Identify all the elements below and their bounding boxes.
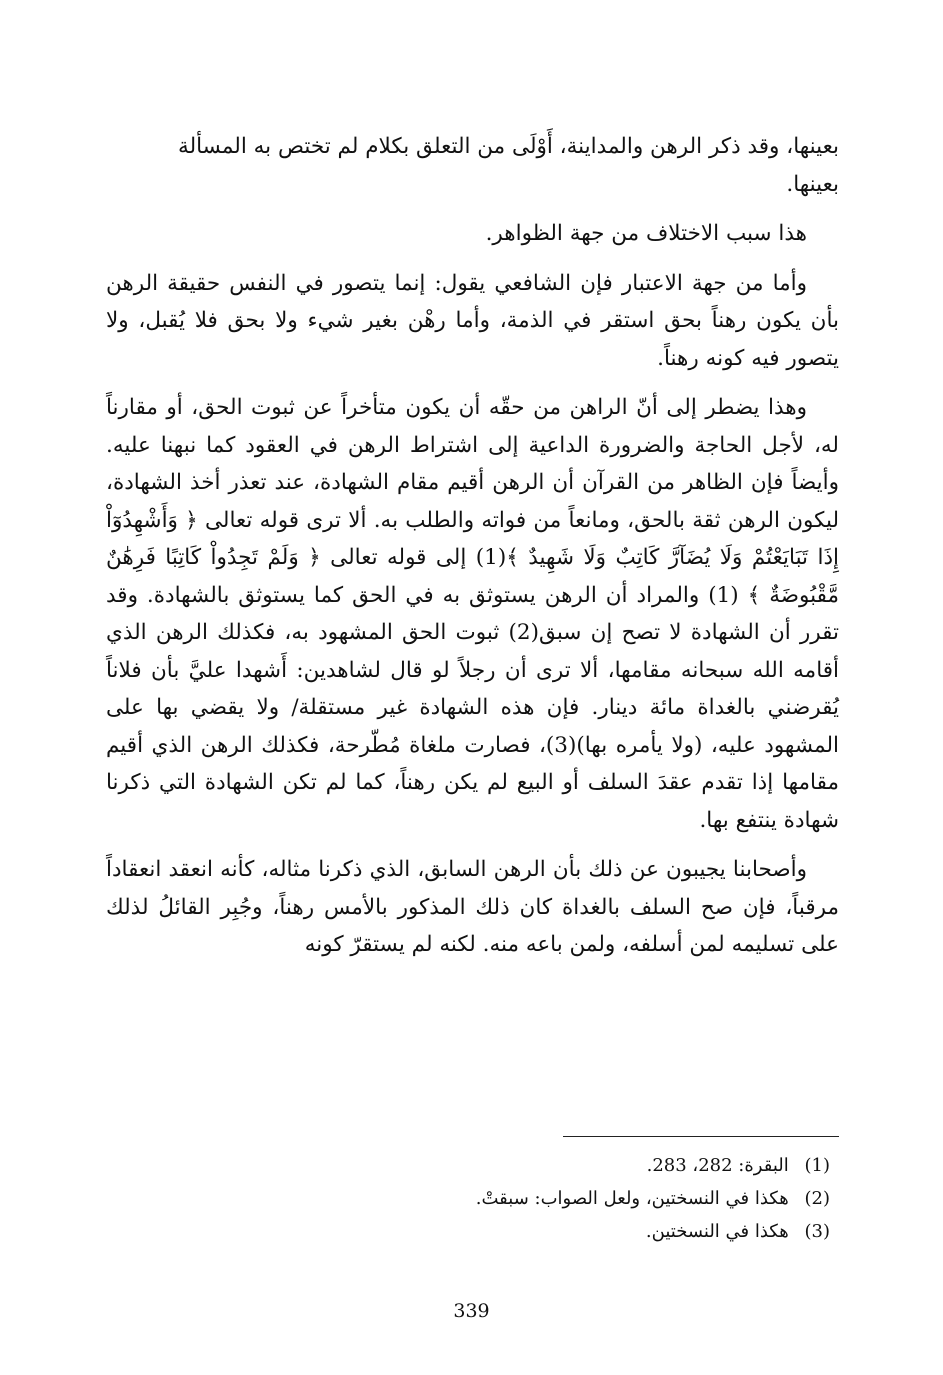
paragraph-5: وأصحابنا يجيبون عن ذلك بأن الرهن السابق، الذي ذكرنا مثاله، كأنه انعقد انعقاداً مرقباً، فإن صح السلف بالغداة كان ذلك المذكور بالأمس رهناً، وجُبِر القائلُ لذلك على تسليمه لمن أسلفه، ولمن باعه منه. لكنه لم يستقرّ كونه	[106, 857, 839, 957]
footnote-divider	[563, 1136, 839, 1137]
footnote-1	[300, 1149, 830, 1182]
footnote-number: (1)	[804, 1155, 830, 1176]
footnote-text: هكذا في النسختين.	[645, 1221, 789, 1242]
footnote-3	[300, 1215, 830, 1248]
paragraph-4: وهذا يضطر إلى أنّ الراهن من حقّه أن يكون متأخراً عن ثبوت الحق، أو مقارناً له، لأجل الحاجة والضرورة الداعية إلى اشتراط الرهن في العقود كما نبهنا عليه. وأيضاً فإن الظاهر من القرآن أن الرهن أقيم مقام الشهادة، عند تعذر أخذ الشهادة، ليكون الرهن ثقة بالحق، ومانعاً من فواته والطلب به. ألا ترى قوله تعالى ﴿ وَأَشْهِدُوٓاْ إِذَا تَبَايَعْتُمْ وَلَا يُضَآرَّ كَاتِبٌ وَلَا شَهِيدٌ ﴾(1) إلى قوله تعالى ﴿ وَلَمْ تَجِدُواْ كَاتِبًا فَرِهَٰنٌ مَّقْبُوضَةٌ ﴾ (1) والمراد أن الرهن يستوثق به في الحق كما يستوثق بالشهادة. وقد تقرر أن الشهادة لا تصح إن سبق(2) ثبوت الحق المشهود به، فكذلك الرهن الذي أقامه الله سبحانه مقامها، ألا ترى أن رجلاً لو قال لشاهدين: أَشهدا عليَّ بأن فلاناً يُقرضني بالغداة مائة دينار. فإن هذه الشهادة غير مستقلة/ ولا يقضي بها على المشهود عليه، (ولا يأمره بها)(3)، فصارت ملغاة مُطّرحة، فكذلك الرهن الذي أقيم مقامها إذا تقدم عقدَ السلف أو البيع لم يكن رهناً، كما لم تكن الشهادة التي ذكرنا شهادة ينتفع بها.	[106, 395, 840, 833]
main-text	[106, 128, 839, 964]
footnotes	[300, 1149, 830, 1248]
paragraph-2: هذا سبب الاختلاف من جهة الظواهر.	[485, 221, 807, 246]
paragraph-1-line-2: بعينها.	[786, 171, 839, 197]
paragraph-1-line-1: بعينها، وقد ذكر الرهن والمداينة، أَوْلَى من التعلق بكلام لم تختص به المسألة	[178, 134, 839, 159]
paragraph-3: وأما من جهة الاعتبار فإن الشافعي يقول: إنما يتصور في النفس حقيقة الرهن بأن يكون رهناً بحق استقر في الذمة، وأما رهْن بغير شيء ولا بحق فلا يُقبل، ولا يتصور فيه كونه رهناً.	[106, 270, 839, 371]
footnote-text: هكذا في النسختين، ولعل الصواب: سبقتْ.	[475, 1188, 789, 1209]
footnote-number: (3)	[804, 1221, 830, 1242]
footnote-number: (2)	[804, 1188, 830, 1209]
page-number: 339	[453, 1300, 490, 1322]
footnote-2	[300, 1182, 830, 1215]
footnote-text: البقرة: 282، 283.	[646, 1155, 789, 1176]
